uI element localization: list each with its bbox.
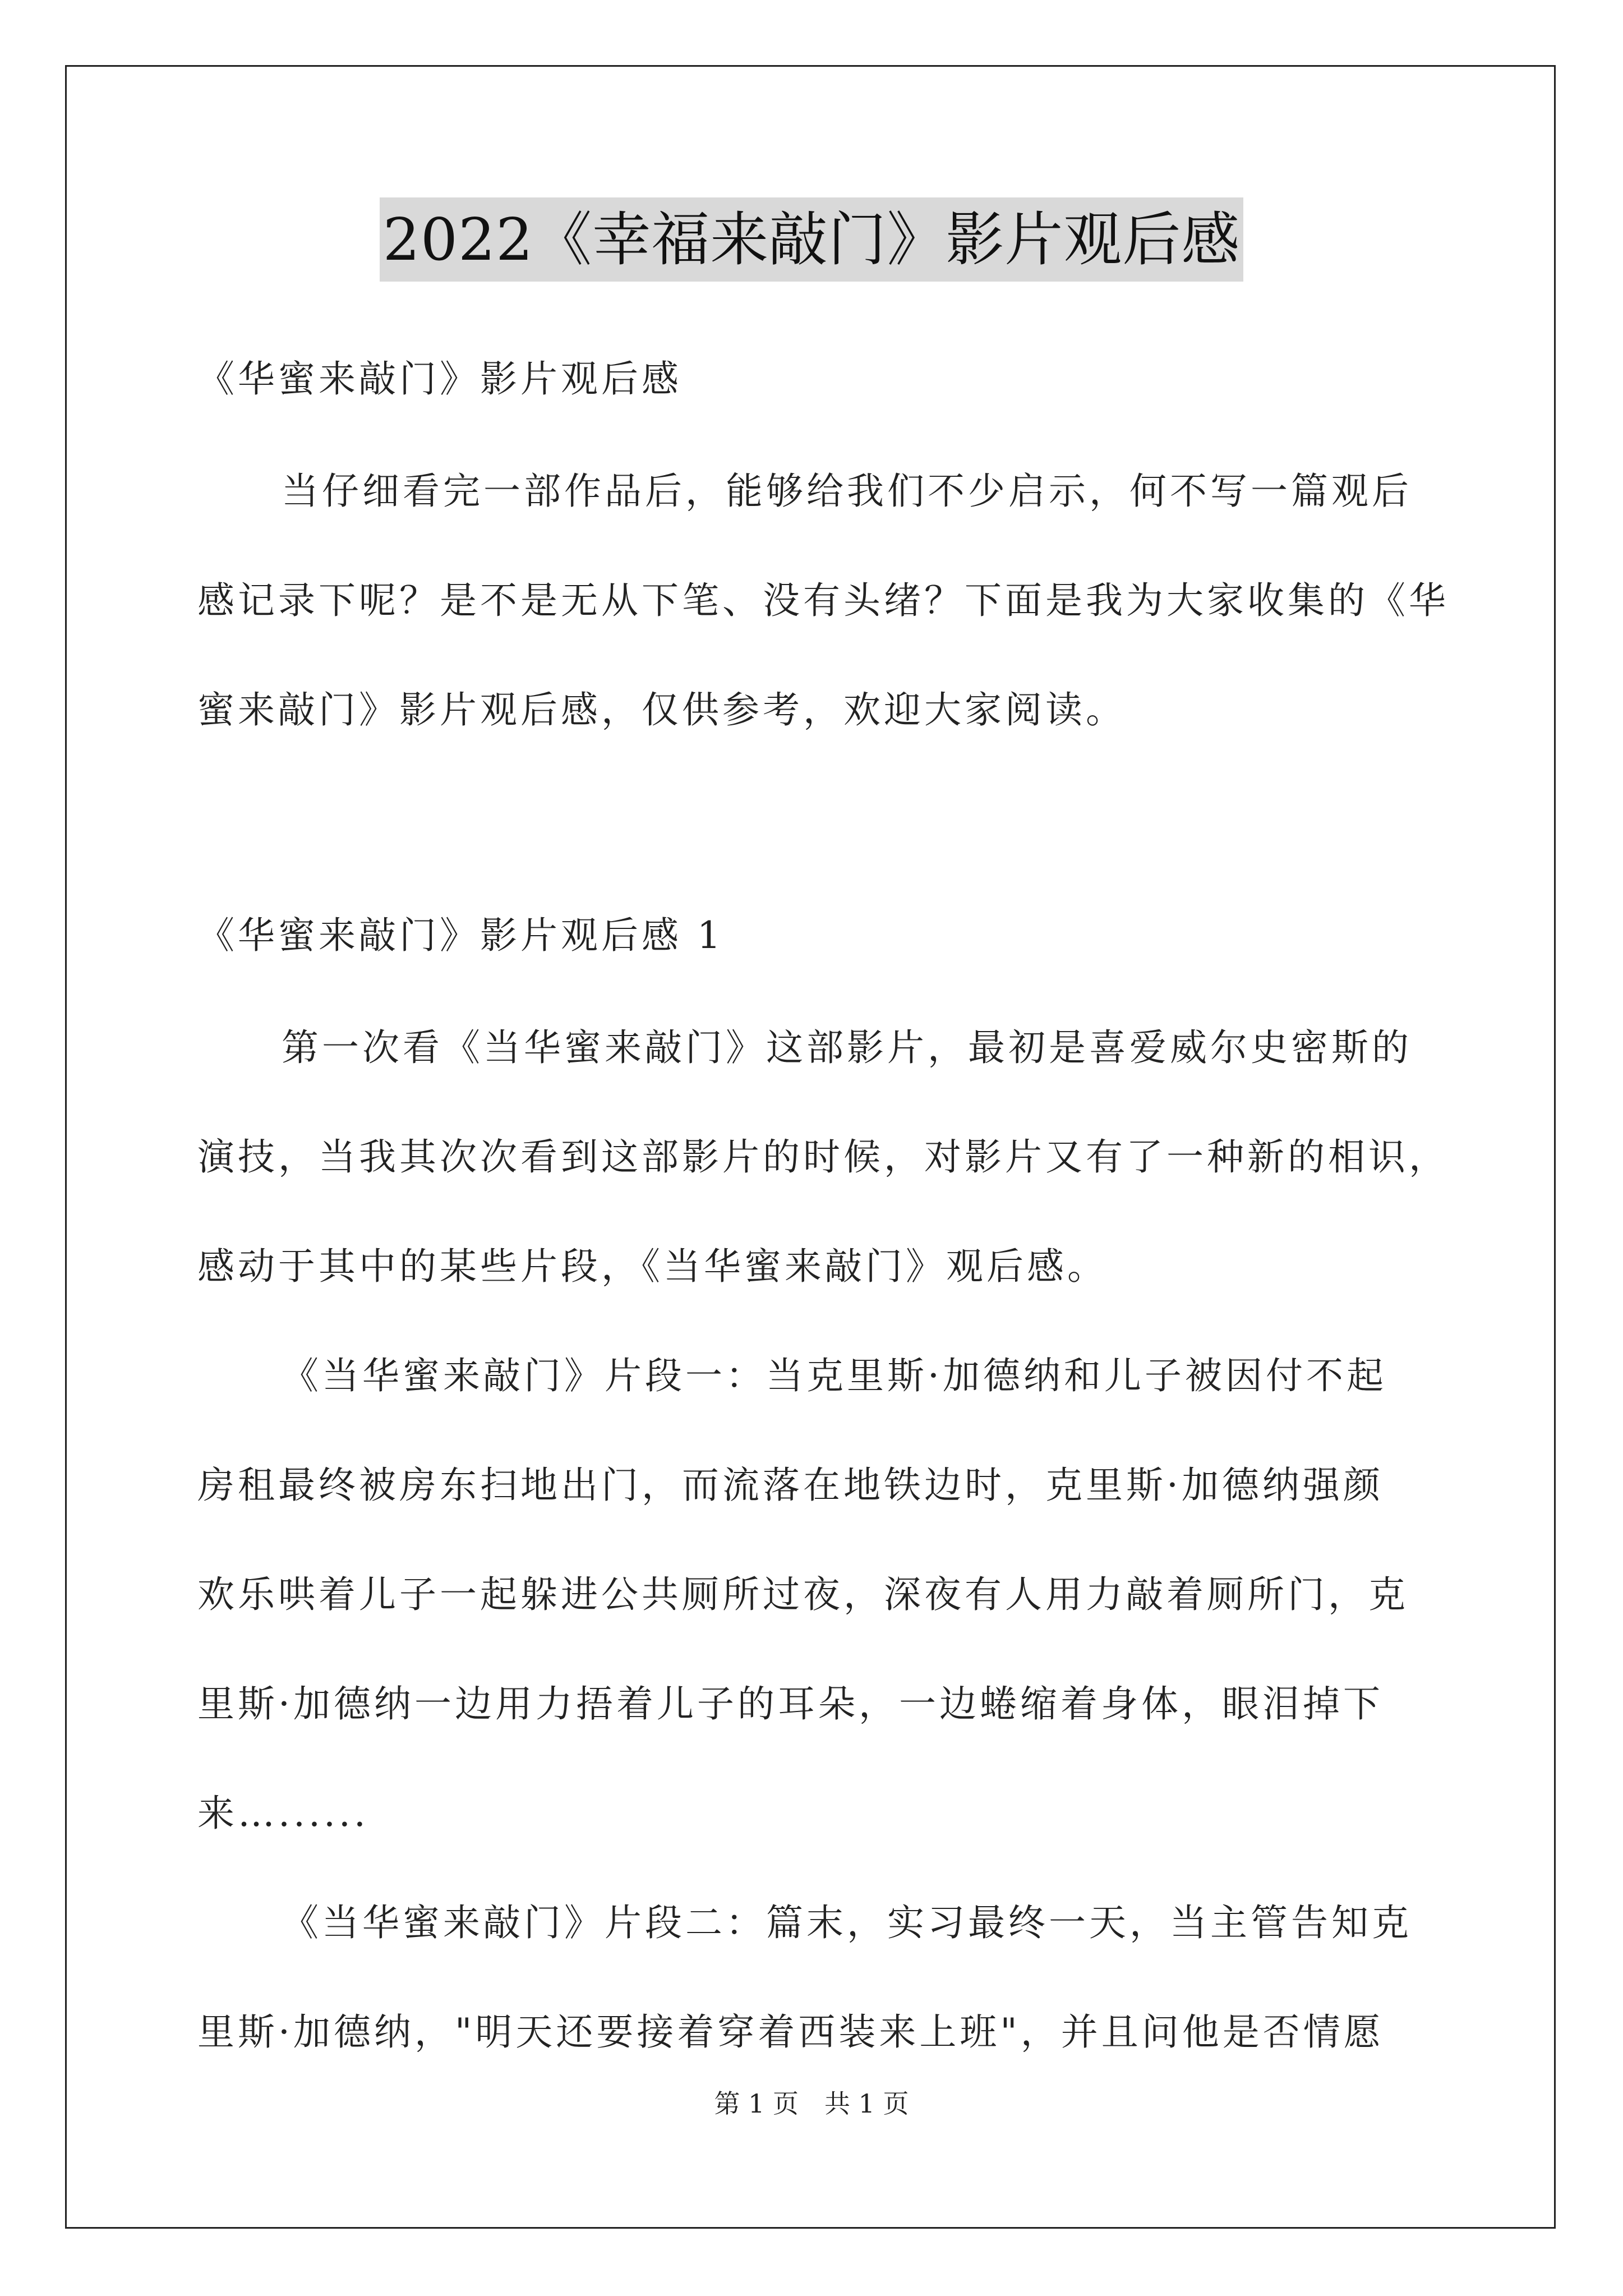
para2-line-1: 《当华蜜来敲门》片段一：当克里斯·加德纳和儿子被因付不起 — [282, 1354, 1387, 1397]
document-title — [0, 197, 1623, 282]
section-heading-1: 《华蜜来敲门》影片观后感 1 — [197, 914, 724, 957]
para2-line-5: 来…...... — [197, 1792, 369, 1835]
para1-line-3: 感动于其中的某些片段，《当华蜜来敲门》观后感。 — [197, 1245, 1108, 1288]
intro-line-1: 当仔细看完一部作品后，能够给我们不少启示，何不写一篇观后 — [282, 470, 1412, 513]
subtitle: 《华蜜来敲门》影片观后感 — [197, 357, 682, 401]
para1-line-1: 第一次看《当华蜜来敲门》这部影片，最初是喜爱威尔史密斯的 — [282, 1026, 1412, 1069]
para2-line-3: 欢乐哄着儿子一起躲进公共厕所过夜，深夜有人用力敲着厕所门，克 — [197, 1573, 1409, 1616]
para2-line-4: 里斯·加德纳一边用力捂着儿子的耳朵，一边蜷缩着身体，眼泪掉下 — [197, 1682, 1384, 1726]
para1-line-2: 演技，当我其次次看到这部影片的时候，对影片又有了一种新的相识， — [197, 1135, 1449, 1179]
document-title-text: 2022《幸福来敲门》影片观后感 — [380, 197, 1244, 282]
intro-line-3: 蜜来敲门》影片观后感，仅供参考，欢迎大家阅读。 — [197, 688, 1126, 731]
page-footer: 第 1 页 共 1 页 — [714, 2088, 909, 2119]
para2-line-2: 房租最终被房东扫地出门，而流落在地铁边时，克里斯·加德纳强颜 — [197, 1464, 1384, 1507]
para3-line-1: 《当华蜜来敲门》片段二：篇末，实习最终一天，当主管告知克 — [282, 1901, 1412, 1944]
para3-line-2: 里斯·加德纳，"明天还要接着穿着西装来上班"，并且问他是否情愿 — [197, 2010, 1384, 2054]
intro-line-2: 感记录下呢？是不是无从下笔、没有头绪？下面是我为大家收集的《华 — [197, 579, 1449, 622]
